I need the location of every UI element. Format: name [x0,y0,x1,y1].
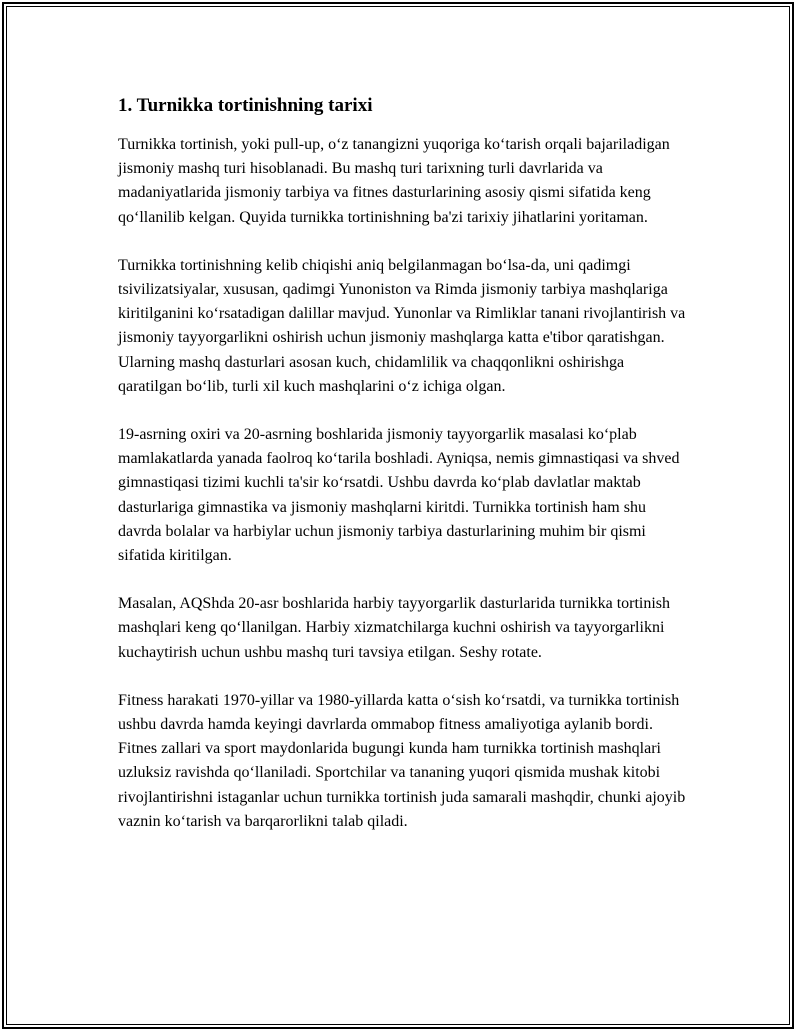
paragraph-fitness-movement: Fitness harakati 1970-yillar va 1980-yillarda katta o‘sish ko‘rsatdi, va turnikka tortinish ushbu davrda hamda keyingi davrlarda ommabop fitness amaliyotiga aylanib bordi. Fitnes zallari va sport maydonlarida bugungi kunda ham turnikka tortinish mashqlari uzluksiz ravishda qo‘llaniladi. Sportchilar va tananing yuqori qismida mushak kitobi rivojlantirishni istaganlar uchun turnikka tortinish juda samarali mashqdir, chunki ajoyib vaznin ko‘tarish va barqarorlikni talab qiladi. [118,691,686,830]
section-heading: 1. Turnikka tortinishning tarixi [118,95,373,116]
document-body [118,92,686,858]
paragraph-origins: Turnikka tortinishning kelib chiqishi aniq belgilanmagan bo‘lsa-da, uni qadimgi tsivilizatsiyalar, xususan, qadimgi Yunoniston va Rimda jismoniy tarbiya mashqlariga kiritilganini ko‘rsatadigan dalillar mavjud. Yunonlar va Rimliklar tanani rivojlantirish va jismoniy tayyorgarlikni oshirish uchun jismoniy mashqlarga katta e'tibor qaratishgan. Ularning mashq dasturlari asosan kuch, chidamlilik va chaqqonlikni oshirishga qaratilgan bo‘lib, turli xil kuch mashqlarini o‘z ichiga olgan. [118,256,686,395]
paragraph-intro: Turnikka tortinish, yoki pull-up, o‘z tanangizni yuqoriga ko‘tarish orqali bajariladigan jismoniy mashq turi hisoblanadi. Bu mashq turi tarixning turli davrlarida va madaniyatlarida jismoniy tarbiya va fitnes dasturlarining asosiy qismi sifatida keng qo‘llanilib kelgan. Quyida turnikka tortinishning ba'zi tarixiy jihatlarini yoritaman. [118,136,670,226]
paragraph-usa-military: Masalan, AQShda 20-asr boshlarida harbiy tayyorgarlik dasturlarida turnikka tortinish mashqlari keng qo‘llanilgan. Harbiy xizmatchilarga kuchni oshirish va tayyorgarlikni kuchaytirish uchun ushbu mashq turi tavsiya etilgan. Seshy rotate. [118,595,671,661]
paragraph-19th-20th-century: 19-asrning oxiri va 20-asrning boshlarida jismoniy tayyorgarlik masalasi ko‘plab mamlakatlarda yanada faolroq ko‘tarila boshladi. Ayniqsa, nemis gimnastiqasi va shved gimnastiqasi tizimi kuchli ta'sir ko‘rsatdi. Ushbu davrda ko‘plab davlatlar maktab dasturlariga gimnastika va jismoniy mashqlarni kiritdi. Turnikka tortinish ham shu davrda bolalar va harbiylar uchun jismoniy tarbiya dasturlarining muhim bir qismi sifatida kiritilgan. [118,426,680,565]
